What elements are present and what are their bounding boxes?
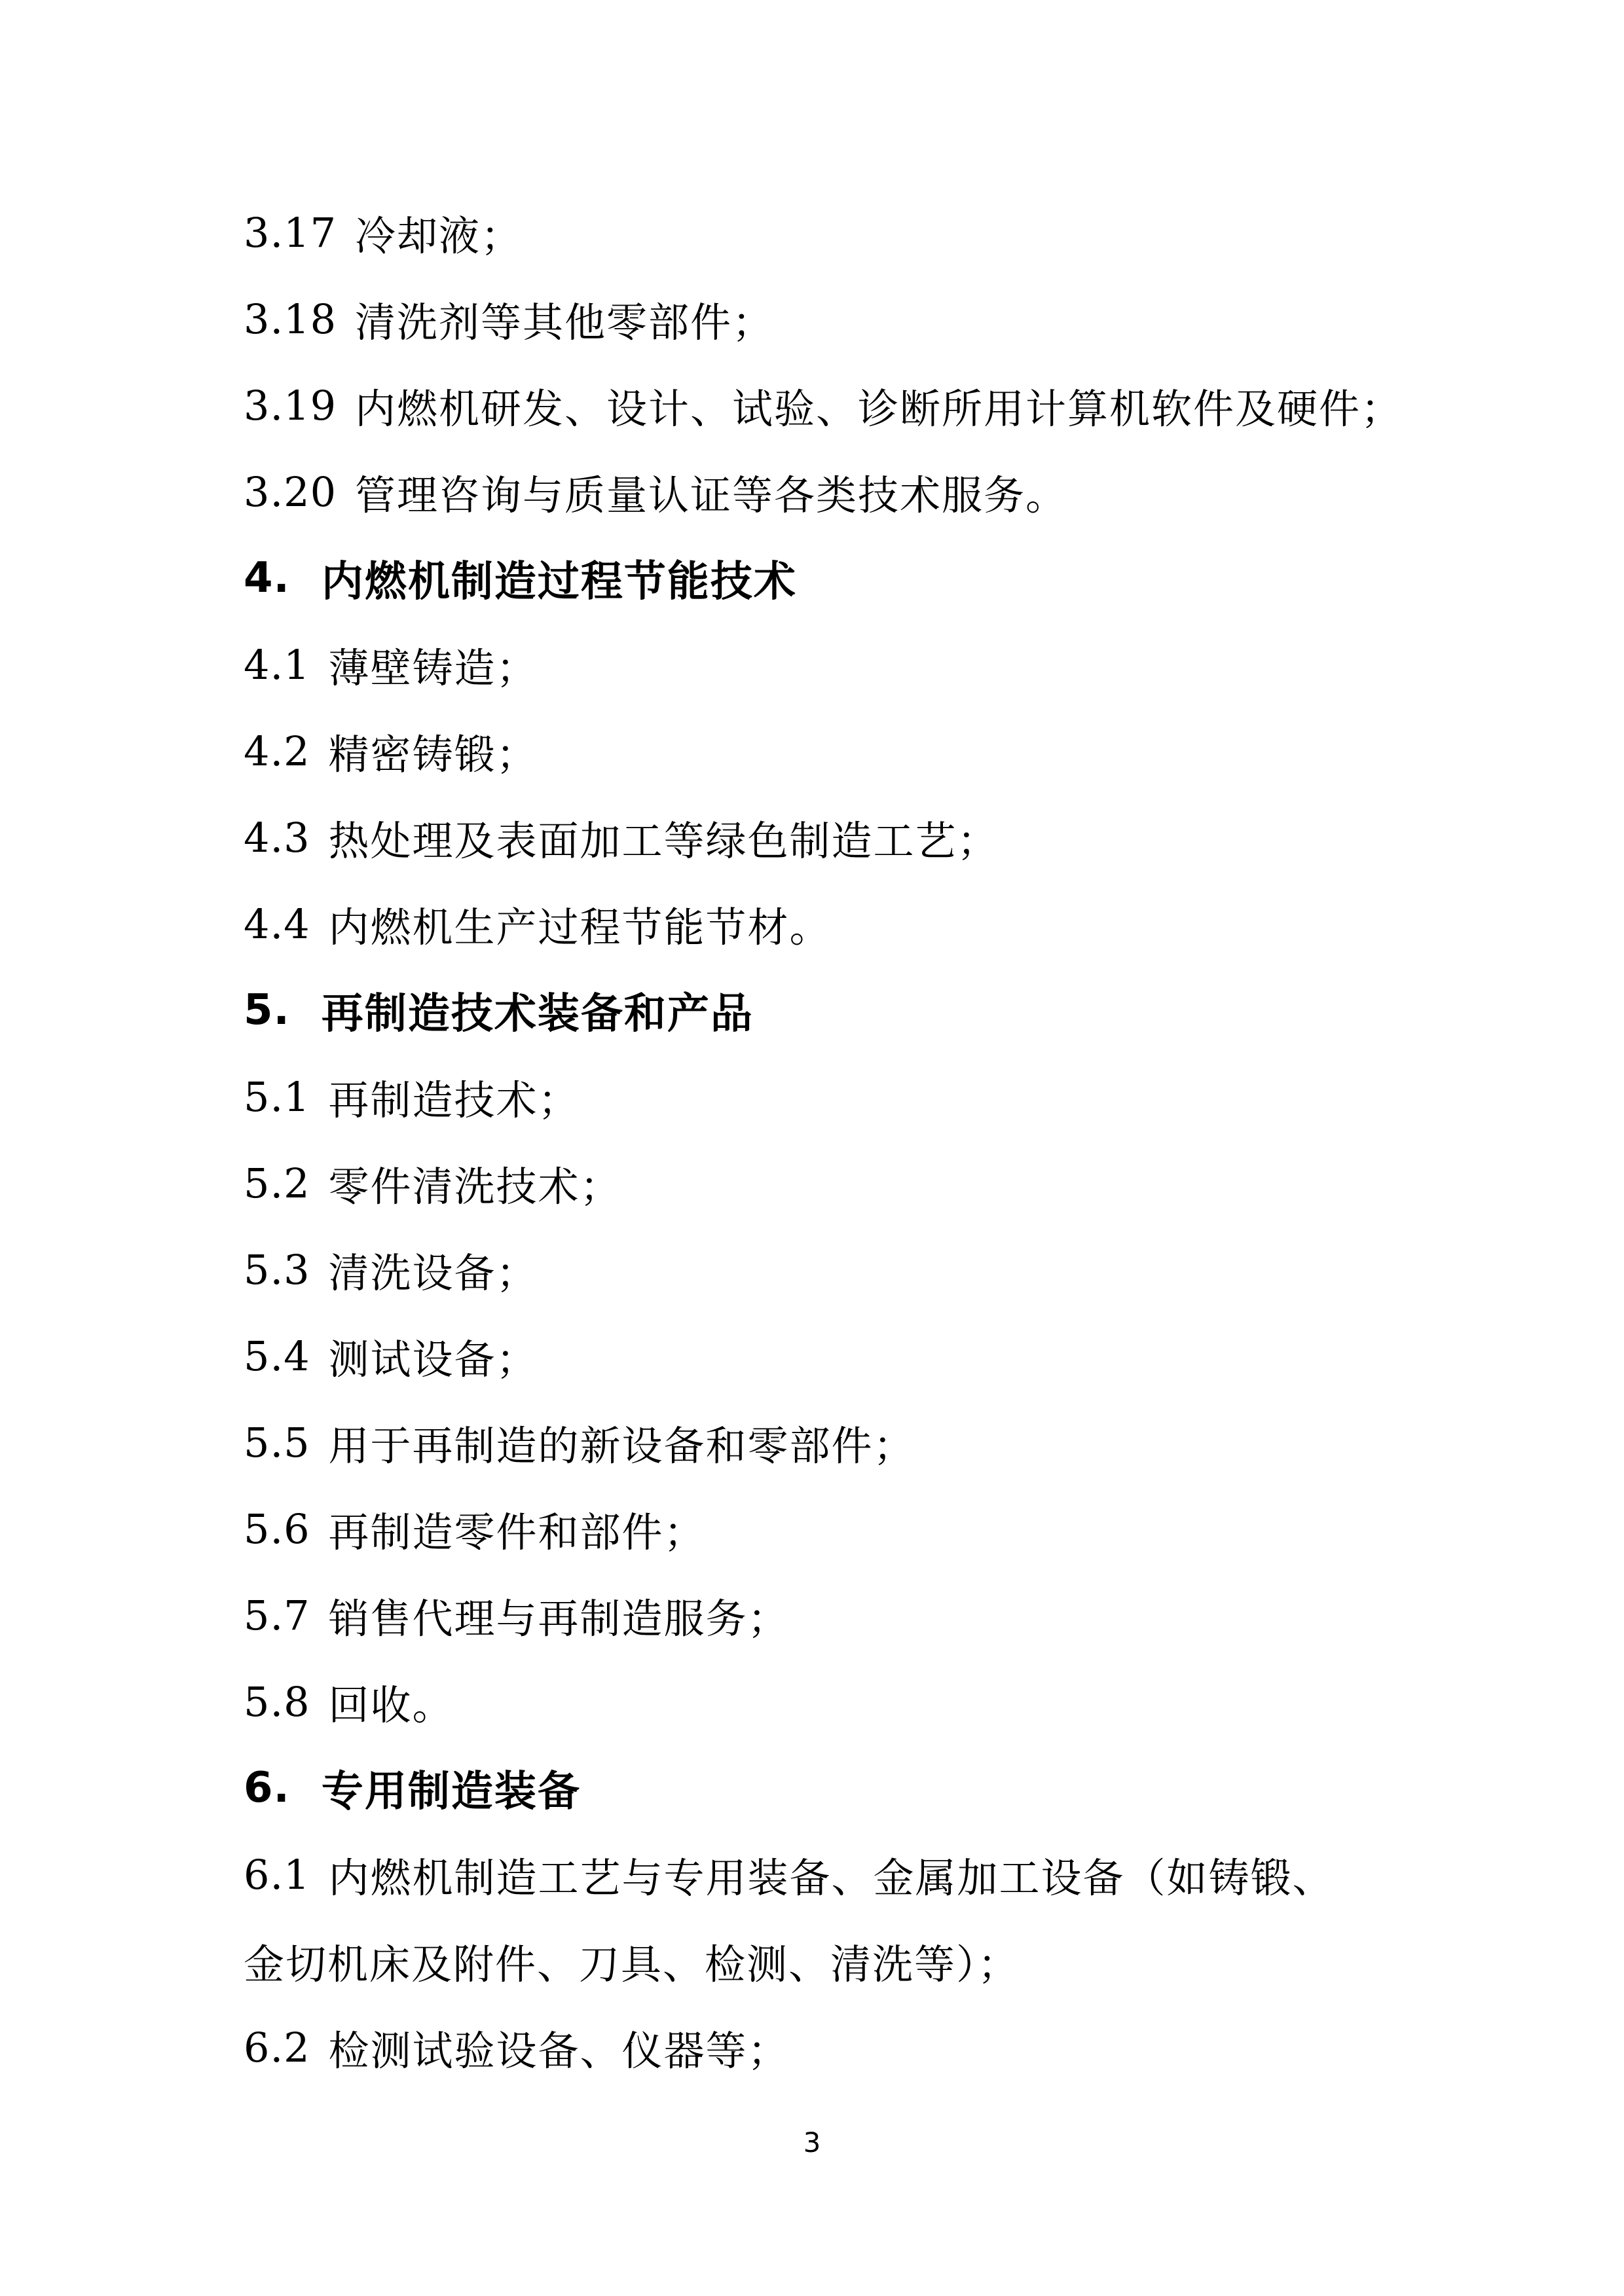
doc-line (244, 2004, 1428, 2090)
doc-line (244, 1399, 1428, 1485)
line-text: 测试设备； (328, 1335, 538, 1383)
line-text: 内燃机生产过程节能节材。 (328, 903, 832, 951)
doc-line (244, 276, 1428, 362)
doc-line (244, 1140, 1428, 1226)
line-number: 5.7 (244, 1591, 310, 1639)
line-text: 清洗设备； (328, 1248, 538, 1297)
line-number: 3.19 (244, 381, 337, 429)
doc-line (244, 1658, 1428, 1745)
doc-line (244, 621, 1428, 708)
line-number: 5.2 (244, 1159, 310, 1207)
line-text: 回收。 (328, 1681, 454, 1729)
doc-line (244, 794, 1428, 881)
doc-line (244, 448, 1428, 535)
line-text: 内燃机研发、设计、试验、诊断所用计算机软件及硬件； (354, 384, 1403, 433)
line-text: 再制造零件和部件； (328, 1508, 706, 1556)
doc-line (244, 1572, 1428, 1658)
section-heading (244, 1745, 1428, 1831)
line-number: 5.6 (244, 1504, 310, 1553)
line-number: 5.1 (244, 1072, 310, 1121)
doc-line (244, 1831, 1428, 1918)
line-text: 金切机床及附件、刀具、检测、清洗等）； (244, 1940, 1020, 1988)
line-number: 5.3 (244, 1245, 310, 1294)
line-number: 6.1 (244, 1850, 310, 1899)
line-text: 检测试验设备、仪器等； (328, 2026, 790, 2075)
line-text: 清洗剂等其他零部件； (354, 298, 774, 346)
line-text: 冷却液； (354, 211, 523, 260)
line-text: 销售代理与再制造服务； (328, 1594, 790, 1643)
line-text: 内燃机制造工艺与专用装备、金属加工设备（如铸锻、 (328, 1853, 1335, 1902)
line-text: 零件清洗技术； (328, 1162, 622, 1211)
doc-line (244, 708, 1428, 794)
line-number: 5. (244, 986, 290, 1034)
line-number: 3.17 (244, 208, 337, 257)
line-number: 4.1 (244, 640, 310, 689)
doc-line (244, 189, 1428, 276)
doc-line (244, 1313, 1428, 1399)
doc-line-continuation (244, 1918, 1428, 2004)
doc-line (244, 881, 1428, 967)
page-number: 3 (803, 2126, 821, 2159)
line-number: 4. (244, 554, 290, 602)
line-text: 用于再制造的新设备和零部件； (328, 1421, 915, 1470)
line-text: 专用制造装备 (321, 1768, 581, 1816)
section-heading (244, 967, 1428, 1053)
line-number: 5.8 (244, 1677, 310, 1726)
line-number: 6.2 (244, 2023, 310, 2071)
line-text: 薄壁铸造； (328, 644, 538, 692)
line-text: 热处理及表面加工等绿色制造工艺； (328, 816, 999, 865)
line-text: 管理咨询与质量认证等各类技术服务。 (354, 471, 1067, 519)
line-number: 3.18 (244, 295, 337, 343)
line-number: 5.4 (244, 1332, 310, 1380)
line-text: 内燃机制造过程节能技术 (321, 558, 797, 606)
line-number: 4.4 (244, 900, 310, 948)
document-body (244, 189, 1428, 2090)
doc-line (244, 1485, 1428, 1572)
line-number: 3.20 (244, 467, 337, 516)
line-text: 精密铸锻； (328, 730, 538, 778)
line-text: 再制造技术； (328, 1076, 580, 1124)
line-number: 6. (244, 1764, 290, 1812)
doc-line (244, 1226, 1428, 1313)
line-number: 4.2 (244, 727, 310, 775)
section-heading (244, 535, 1428, 621)
line-number: 5.5 (244, 1418, 310, 1467)
doc-line (244, 1053, 1428, 1140)
line-number: 4.3 (244, 813, 310, 862)
line-text: 再制造技术装备和产品 (321, 990, 754, 1038)
doc-line (244, 362, 1428, 448)
